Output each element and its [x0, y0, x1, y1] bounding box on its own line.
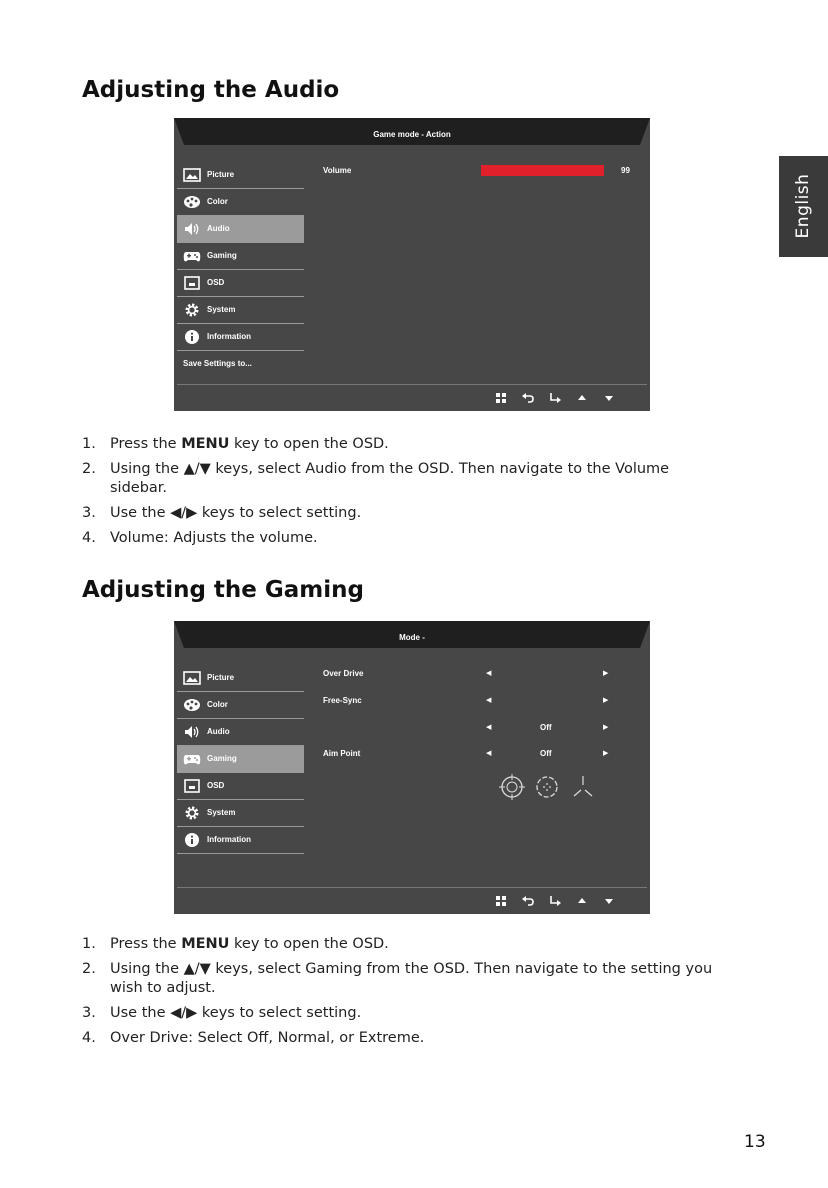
osd-menu	[177, 665, 304, 854]
osd-menu	[177, 162, 304, 377]
down-key-icon[interactable]	[602, 391, 616, 405]
menu-item-label: Audio	[207, 224, 230, 233]
over-drive-label: Over Drive	[323, 669, 364, 678]
aim-point-value: Off	[540, 749, 552, 758]
palette-icon	[183, 697, 201, 713]
language-tab-label: English	[793, 173, 813, 239]
menu-key-icon[interactable]	[494, 894, 508, 908]
menu-item-label: Audio	[207, 727, 230, 736]
menu-item-picture[interactable]	[177, 162, 304, 189]
osd-header	[174, 118, 650, 154]
menu-item-picture[interactable]	[177, 665, 304, 692]
right-arrow-icon[interactable]: ▶	[603, 696, 609, 704]
menu-item-color[interactable]	[177, 692, 304, 719]
menu-item-gaming[interactable]	[177, 243, 304, 270]
gear-icon	[183, 805, 201, 821]
footer-divider	[177, 384, 647, 385]
picture-icon	[183, 670, 201, 686]
menu-item-osd[interactable]	[177, 773, 304, 800]
gamepad-icon	[183, 248, 201, 264]
volume-value: 99	[621, 166, 630, 175]
gaming-step-2: 2. Using the ▲/▼ keys, select Gaming from the OSD. Then navigate to the setting you wish to adjust.	[82, 961, 713, 996]
menu-item-label: Gaming	[207, 251, 237, 260]
menu-item-information[interactable]	[177, 324, 304, 351]
audio-section-heading: Adjusting the Audio	[82, 77, 340, 103]
audio-step-4: 4. Volume: Adjusts the volume.	[82, 530, 318, 546]
menu-item-label: Picture	[207, 673, 235, 682]
osd-header	[174, 621, 650, 657]
volume-bar-fill	[481, 165, 604, 176]
info-icon	[183, 329, 201, 345]
crosshair-dotted-icon[interactable]	[534, 773, 560, 801]
menu-item-label: Picture	[207, 170, 235, 179]
osd-title: Game mode - Action	[373, 130, 451, 139]
menu-item-label: Color	[207, 700, 228, 709]
audio-steps	[82, 435, 722, 554]
enter-key-icon[interactable]	[548, 894, 562, 908]
menu-key-icon[interactable]	[494, 391, 508, 405]
free-sync-label: Free-Sync	[323, 696, 362, 705]
volume-label: Volume	[323, 166, 352, 175]
save-settings-item[interactable]	[177, 351, 304, 377]
menu-item-information[interactable]	[177, 827, 304, 854]
gaming-step-3: 3. Use the ◀/▶ keys to select setting.	[82, 1005, 362, 1021]
gaming-step-1: 1. Press the MENU key to open the OSD.	[82, 936, 389, 952]
enter-key-icon[interactable]	[548, 391, 562, 405]
left-arrow-icon[interactable]: ◀	[486, 696, 492, 704]
menu-item-label: System	[207, 305, 236, 314]
left-arrow-icon[interactable]: ◀	[486, 723, 492, 731]
menu-item-label: Gaming	[207, 754, 237, 763]
footer-divider	[177, 887, 647, 888]
menu-item-label: Information	[207, 835, 251, 844]
aim-point-label: Aim Point	[323, 749, 361, 758]
gamepad-icon	[183, 751, 201, 767]
speaker-icon	[183, 724, 201, 740]
audio-step-1: 1. Press the MENU key to open the OSD.	[82, 436, 389, 452]
palette-icon	[183, 194, 201, 210]
left-arrow-icon[interactable]: ◀	[486, 669, 492, 677]
language-tab	[779, 156, 828, 257]
left-arrow-icon[interactable]: ◀	[486, 749, 492, 757]
crosshair-lines-icon[interactable]	[570, 773, 596, 801]
info-icon	[183, 832, 201, 848]
menu-item-label: Information	[207, 332, 251, 341]
osd-title: Mode -	[399, 633, 425, 642]
gaming-osd-screenshot	[174, 621, 650, 914]
audio-osd-screenshot	[174, 118, 650, 411]
osd-footer-keys	[494, 391, 624, 405]
menu-item-color[interactable]	[177, 189, 304, 216]
menu-item-label: System	[207, 808, 236, 817]
right-arrow-icon[interactable]: ▶	[603, 669, 609, 677]
back-key-icon[interactable]	[521, 391, 535, 405]
menu-item-osd[interactable]	[177, 270, 304, 297]
menu-item-label: OSD	[207, 781, 225, 790]
osd-icon	[183, 778, 201, 794]
down-key-icon[interactable]	[602, 894, 616, 908]
menu-item-system[interactable]	[177, 800, 304, 827]
menu-item-audio[interactable]	[177, 216, 304, 243]
gear-icon	[183, 302, 201, 318]
gaming-step-4: 4. Over Drive: Select Off, Normal, or Extreme.	[82, 1030, 425, 1046]
page-number: 13	[744, 1132, 766, 1152]
osd-icon	[183, 275, 201, 291]
right-arrow-icon[interactable]: ▶	[603, 749, 609, 757]
right-arrow-icon[interactable]: ▶	[603, 723, 609, 731]
menu-item-audio[interactable]	[177, 719, 304, 746]
audio-step-3: 3. Use the ◀/▶ keys to select setting.	[82, 505, 362, 521]
save-settings-label: Save Settings to...	[183, 359, 252, 368]
menu-item-label: Color	[207, 197, 228, 206]
back-key-icon[interactable]	[521, 894, 535, 908]
crosshair-circle-icon[interactable]	[499, 773, 525, 801]
unlabeled-setting-value: Off	[540, 723, 552, 732]
up-key-icon[interactable]	[575, 894, 589, 908]
picture-icon	[183, 167, 201, 183]
gaming-section-heading: Adjusting the Gaming	[82, 577, 364, 603]
menu-item-label: OSD	[207, 278, 225, 287]
audio-step-2: 2. Using the ▲/▼ keys, select Audio from the OSD. Then navigate to the Volume sidebar.	[82, 461, 670, 496]
speaker-icon	[183, 221, 201, 237]
up-key-icon[interactable]	[575, 391, 589, 405]
gaming-steps	[82, 935, 722, 1054]
volume-slider[interactable]	[481, 165, 605, 176]
menu-item-gaming[interactable]	[177, 746, 304, 773]
osd-footer-keys	[494, 894, 624, 908]
menu-item-system[interactable]	[177, 297, 304, 324]
